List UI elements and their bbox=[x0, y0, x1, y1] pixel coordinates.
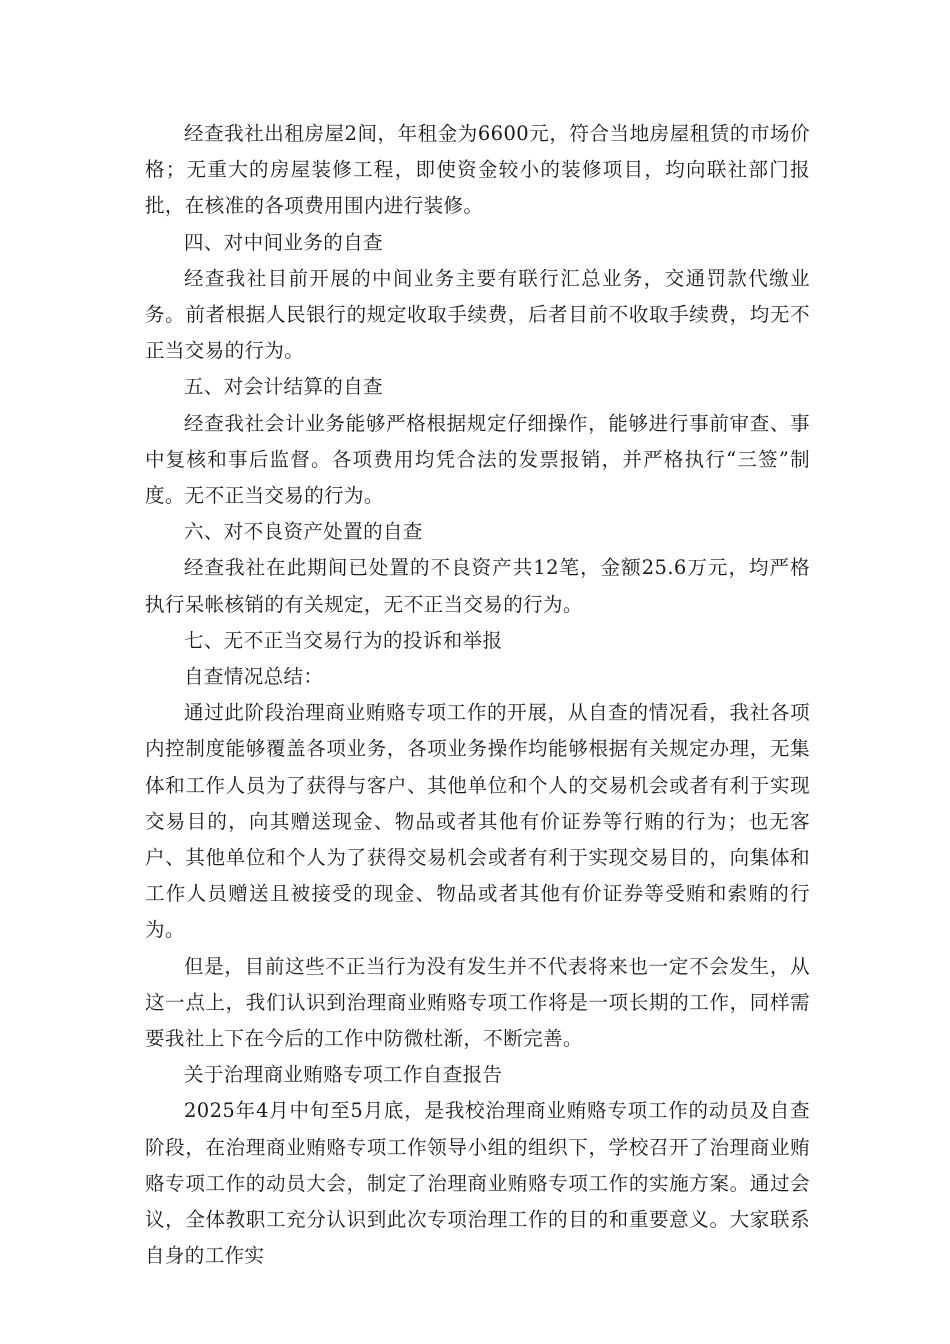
document-body bbox=[145, 116, 810, 1275]
paragraph-intermediary: 经查我社目前开展的中间业务主要有联行汇总业务，交通罚款代缴业务。前者根据人民银行的规定收取手续费，后者目前不收取手续费，均无不正当交易的行为。 bbox=[145, 266, 810, 363]
paragraph-school-report: 2025年4月中旬至5月底，是我校治理商业贿赂专项工作的动员及自查阶段，在治理商业贿赂专项工作领导小组的组织下，学校召开了治理商业贿赂专项工作的动员大会，制定了治理商业贿赂专项工作的实施方案。通过会议，全体教职工充分认识到此次专项治理工作的目的和重要意义。大家联系自身的工作实 bbox=[145, 1099, 810, 1268]
section-heading-bad-assets: 六、对不良资产处置的自查 bbox=[184, 520, 423, 544]
paragraph-accounting: 经查我社会计业务能够严格根据规定仔细操作，能够进行事前审查、事中复核和事后监督。各项费用均凭合法的发票报销，并严格执行“三签”制度。无不正当交易的行为。 bbox=[145, 411, 810, 508]
paragraph-rental: 经查我社出租房屋2间，年租金为6600元，符合当地房屋租赁的市场价格；无重大的房屋装修工程，即使资金较小的装修项目，均向联社部门报批，在核准的各项费用围内进行装修。 bbox=[145, 122, 810, 218]
report-title: 关于治理商业贿赂专项工作自查报告 bbox=[184, 1063, 503, 1087]
paragraph-bad-assets: 经查我社在此期间已处置的不良资产共12笔，金额25.6万元，均严格执行呆帐核销的有关规定，无不正当交易的行为。 bbox=[145, 556, 810, 616]
section-heading-intermediary: 四、对中间业务的自查 bbox=[184, 230, 384, 254]
section-heading-complaints: 七、无不正当交易行为的投诉和举报 bbox=[184, 628, 503, 652]
paragraph-summary: 通过此阶段治理商业贿赂专项工作的开展，从自查的情况看，我社各项内控制度能够覆盖各项业务，各项业务操作均能够根据有关规定办理，无集体和工作人员为了获得与客户、其他单位和个人的交易机会或者有利于实现交易目的，向其赠送现金、物品或者其他有价证券等行贿的行为；也无客户、其他单位和个人为了获得交易机会或者有利于实现交易目的，向集体和工作人员赠送且被接受的现金、物品或者其他有价证券等受贿和索贿的行为。 bbox=[145, 701, 810, 942]
section-heading-accounting: 五、对会计结算的自查 bbox=[184, 375, 384, 399]
section-heading-summary: 自查情况总结： bbox=[184, 665, 324, 689]
paragraph-outlook: 但是，目前这些不正当行为没有发生并不代表将来也一定不会发生，从这一点上，我们认识到治理商业贿赂专项工作将是一项长期的工作，同样需要我社上下在今后的工作中防微杜渐，不断完善。 bbox=[145, 954, 810, 1051]
